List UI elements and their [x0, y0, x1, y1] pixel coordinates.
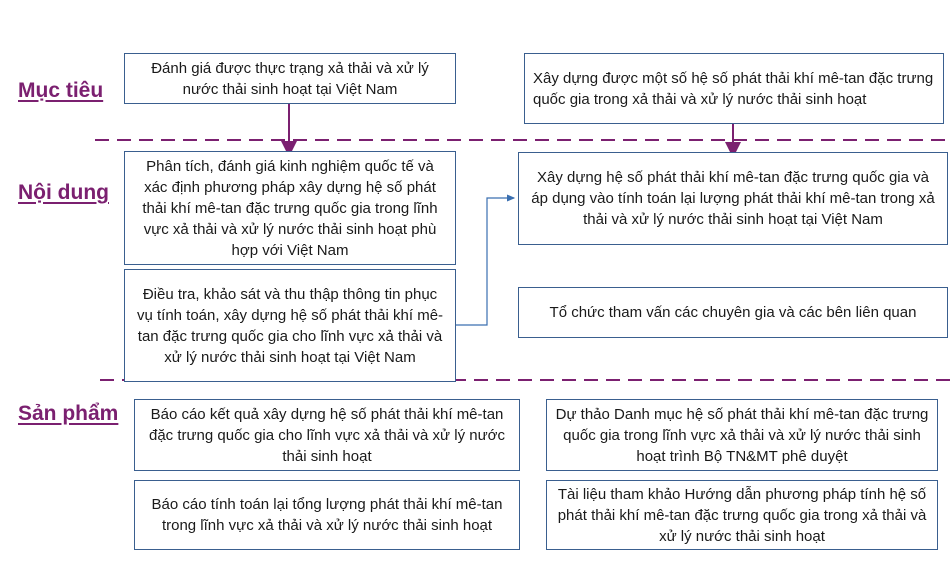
content-box-survey-text: Điều tra, khảo sát và thu thập thông tin phục vụ tính toán, xây dựng hệ số phát thải khí mê-tan đặc trưng quốc gia cho lĩnh vực xả thải và xử lý nước thải sinh hoạt tại Việt Nam	[136, 285, 444, 366]
content-box-survey	[124, 269, 456, 382]
product-box-method-guide	[546, 480, 938, 550]
content-box-build-factors-text: Xây dựng hệ số phát thải khí mê-tan đặc trưng quốc gia và áp dụng vào tính toán lại lượng phát thải khí mê-tan trong xả thải và xử lý nước thải sinh hoạt tại Việt Nam	[531, 169, 935, 228]
content-box-analysis-text: Phân tích, đánh giá kinh nghiệm quốc tế và xác định phương pháp xây dựng hệ số phát thải khí mê-tan đặc trưng quốc gia trong lĩnh vực xả thải và xử lý nước thải sinh hoạt phù hợp với Việt Nam	[142, 157, 438, 259]
product-box-build-report-text: Báo cáo kết quả xây dựng hệ số phát thải khí mê-tan đặc trưng quốc gia cho lĩnh vực xả thải và xử lý nước thải sinh hoạt	[148, 405, 505, 465]
content-box-build-factors	[518, 152, 948, 245]
product-box-draft-list-text: Dự thảo Danh mục hệ số phát thải khí mê-tan đặc trưng quốc gia trong lĩnh vực xả thải và xử lý nước thải sinh hoạt trình Bộ TN&MT phê duyệt	[555, 405, 929, 465]
objective-box-assessment-text: Đánh giá được thực trạng xả thải và xử lý nước thải sinh hoạt tại Việt Nam	[151, 59, 429, 98]
content-box-consultation	[518, 287, 948, 338]
product-box-method-guide-text: Tài liệu tham khảo Hướng dẫn phương pháp tính hệ số phát thải khí mê-tan đặc trưng quốc gia trong xả thải và xử lý nước thải sinh hoạt	[557, 485, 927, 545]
product-box-draft-list	[546, 399, 938, 471]
product-box-recalculation-report-text: Báo cáo tính toán lại tổng lượng phát thải khí mê-tan trong lĩnh vực xả thải và xử lý nước thải sinh hoạt	[151, 496, 503, 534]
connector-survey-to-build	[456, 198, 514, 325]
objective-box-emission-factors-text: Xây dựng được một số hệ số phát thải khí mê-tan đặc trưng quốc gia trong xả thải và xử lý nước thải sinh hoạt	[533, 69, 934, 108]
content-box-analysis	[124, 151, 456, 265]
section-label-content: Nội dung	[18, 181, 109, 204]
content-box-consultation-text: Tổ chức tham vấn các chuyên gia và các bên liên quan	[549, 304, 917, 321]
section-label-products: Sản phẩm	[18, 402, 119, 425]
product-box-build-report	[134, 399, 520, 471]
product-box-recalculation-report	[134, 480, 520, 550]
section-label-objective: Mục tiêu	[18, 79, 104, 102]
objective-box-assessment	[124, 53, 456, 104]
objective-box-emission-factors	[524, 53, 944, 124]
